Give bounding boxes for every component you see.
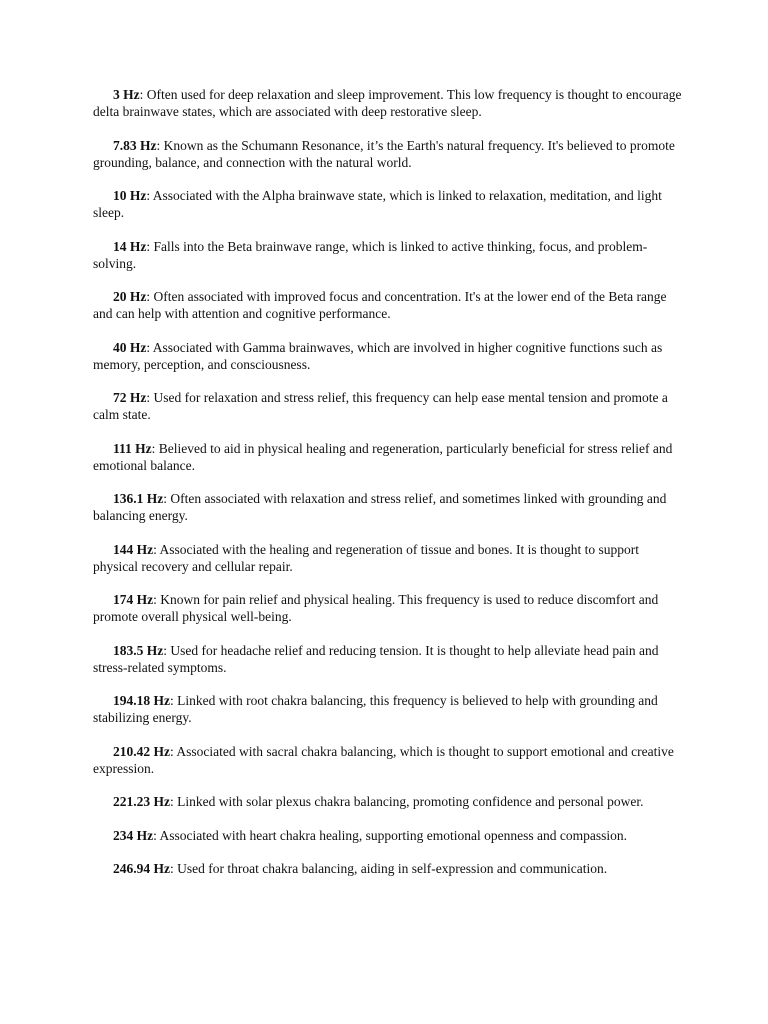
frequency-entry-111hz bbox=[93, 440, 683, 474]
frequency-label: 136.1 Hz bbox=[113, 491, 164, 506]
frequency-label: 7.83 Hz bbox=[113, 137, 157, 153]
frequency-entry-72hz bbox=[93, 389, 683, 423]
frequency-description: : Associated with the Alpha brainwave state, which is linked to relaxation, meditation, and light sleep. bbox=[93, 188, 662, 220]
frequency-entry-246-94hz bbox=[93, 860, 683, 877]
frequency-description: : Used for relaxation and stress relief, this frequency can help ease mental tension and promote a calm state. bbox=[93, 390, 668, 422]
frequency-entry-144hz bbox=[93, 541, 683, 575]
frequency-label: 144 Hz bbox=[113, 541, 154, 557]
frequency-description: : Linked with solar plexus chakra balancing, promoting confidence and personal power. bbox=[170, 794, 644, 809]
frequency-description: : Used for throat chakra balancing, aiding in self-expression and communication. bbox=[170, 861, 608, 876]
frequency-label: 234 Hz bbox=[113, 827, 154, 843]
frequency-label: 183.5 Hz bbox=[113, 642, 164, 658]
frequency-description: : Falls into the Beta brainwave range, which is linked to active thinking, focus, and problem-solving. bbox=[93, 238, 648, 271]
frequency-description: : Often associated with improved focus and concentration. It's at the lower end of the Beta range and can help with attention and cognitive performance. bbox=[93, 289, 667, 321]
frequency-entry-40hz bbox=[93, 339, 683, 373]
frequency-entry-174hz bbox=[93, 591, 683, 625]
frequency-description: : Used for headache relief and reducing tension. It is thought to help alleviate head pain and stress-related symptoms. bbox=[93, 642, 659, 675]
frequency-label: 111 Hz bbox=[113, 440, 152, 456]
frequency-description: : Associated with sacral chakra balancing, which is thought to support emotional and creative expression. bbox=[93, 743, 674, 776]
frequency-entry-3hz bbox=[93, 86, 683, 120]
frequency-label: 20 Hz bbox=[113, 289, 147, 304]
frequency-label: 210.42 Hz bbox=[113, 743, 170, 759]
frequency-label: 72 Hz bbox=[113, 390, 147, 405]
frequency-entry-20hz bbox=[93, 288, 683, 322]
frequency-entry-210-42hz bbox=[93, 743, 683, 777]
frequency-description: : Associated with heart chakra healing, supporting emotional openness and compassion. bbox=[153, 827, 628, 843]
frequency-label: 194.18 Hz bbox=[113, 693, 170, 708]
frequency-description: : Associated with Gamma brainwaves, which are involved in higher cognitive functions such as memory, perception, and consciousness. bbox=[93, 339, 663, 372]
frequency-description: : Associated with the healing and regeneration of tissue and bones. It is thought to support physical recovery and cellular repair. bbox=[93, 541, 640, 574]
frequency-label: 40 Hz bbox=[113, 339, 147, 355]
frequency-entry-14hz bbox=[93, 238, 683, 272]
frequency-label: 174 Hz bbox=[113, 592, 154, 607]
frequency-entry-10hz bbox=[93, 187, 683, 221]
frequency-entry-194-18hz bbox=[93, 692, 683, 726]
frequency-description: : Often used for deep relaxation and sleep improvement. This low frequency is thought to encourage delta brainwave states, which are associated with deep restorative sleep. bbox=[93, 87, 682, 119]
frequency-description: : Often associated with relaxation and stress relief, and sometimes linked with grounding and balancing energy. bbox=[93, 491, 667, 523]
frequency-label: 10 Hz bbox=[113, 188, 147, 203]
document-page bbox=[93, 86, 683, 894]
frequency-description: : Known for pain relief and physical healing. This frequency is used to reduce discomfort and promote overall physical well-being. bbox=[93, 592, 659, 624]
frequency-label: 3 Hz bbox=[113, 87, 140, 102]
frequency-entry-183-5hz bbox=[93, 642, 683, 676]
frequency-label: 221.23 Hz bbox=[113, 794, 170, 809]
frequency-entry-136-1hz bbox=[93, 490, 683, 524]
frequency-label: 246.94 Hz bbox=[113, 861, 170, 876]
frequency-label: 14 Hz bbox=[113, 238, 147, 254]
frequency-entry-7-83hz bbox=[93, 137, 683, 171]
frequency-description: : Known as the Schumann Resonance, it’s the Earth's natural frequency. It's believed to promote grounding, balance, and connection with the natural world. bbox=[93, 137, 675, 170]
frequency-description: : Believed to aid in physical healing and regeneration, particularly beneficial for stress relief and emotional balance. bbox=[93, 440, 673, 473]
frequency-entry-234hz bbox=[93, 827, 683, 844]
frequency-entry-221-23hz bbox=[93, 793, 683, 810]
frequency-description: : Linked with root chakra balancing, this frequency is believed to help with grounding and stabilizing energy. bbox=[93, 693, 658, 725]
